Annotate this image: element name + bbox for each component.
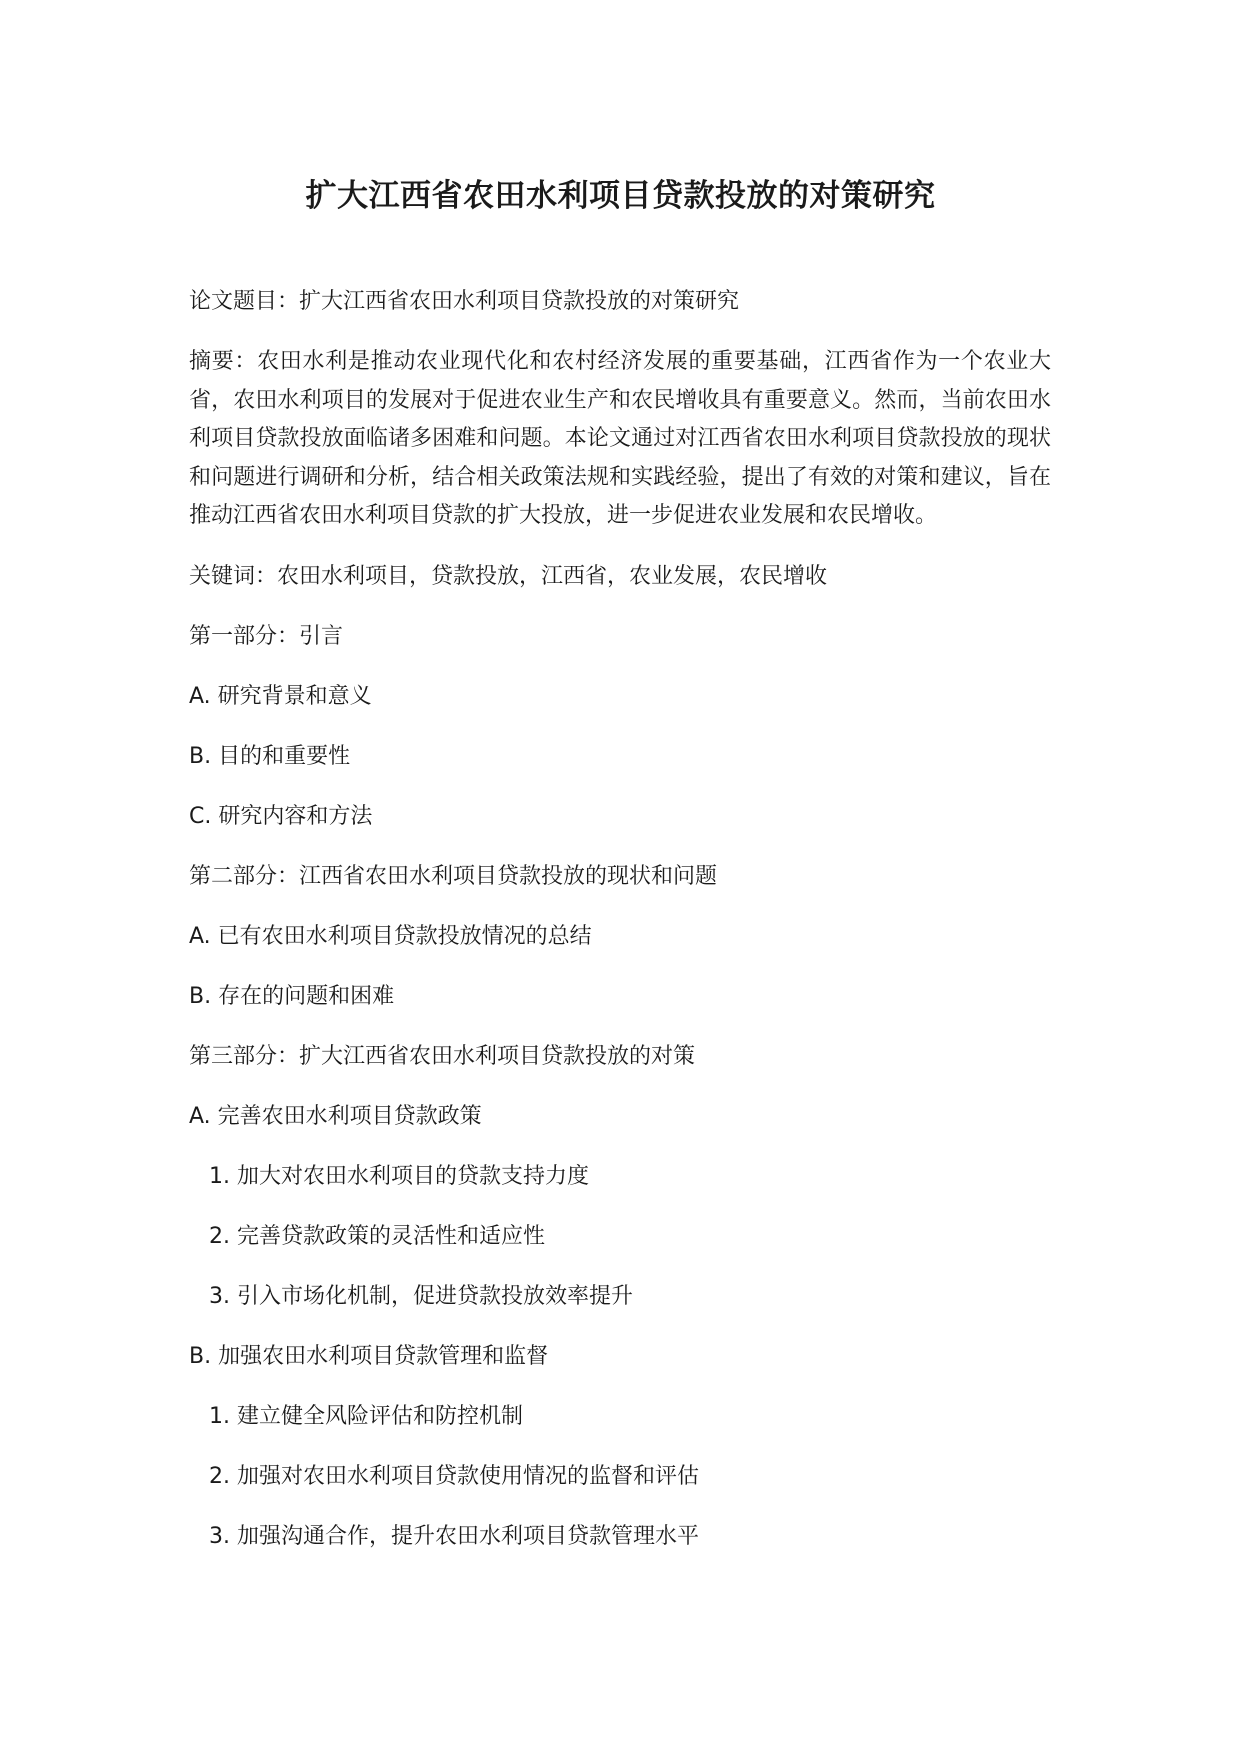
outline-item: A. 研究背景和意义	[189, 683, 372, 709]
section-heading-1: 第一部分：引言	[189, 623, 344, 649]
outline-item: A. 已有农田水利项目贷款投放情况的总结	[189, 923, 592, 949]
outline-subitem: 1. 建立健全风险评估和防控机制	[209, 1403, 523, 1429]
outline-subitem: 2. 完善贷款政策的灵活性和适应性	[209, 1223, 545, 1249]
abstract-paragraph: 摘要：农田水利是推动农业现代化和农村经济发展的重要基础，江西省作为一个农业大省，农田水利项目的发展对于促进农业生产和农民增收具有重要意义。然而，当前农田水利项目贷款投放面临诸多困难和问题。本论文通过对江西省农田水利项目贷款投放的现状和问题进行调研和分析，结合相关政策法规和实践经验，提出了有效的对策和建议，旨在推动江西省农田水利项目贷款的扩大投放，进一步促进农业发展和农民增收。	[189, 349, 1051, 528]
outline-subitem: 2. 加强对农田水利项目贷款使用情况的监督和评估	[209, 1463, 699, 1489]
section-heading-2: 第二部分：江西省农田水利项目贷款投放的现状和问题	[189, 863, 718, 889]
paper-title-line: 论文题目：扩大江西省农田水利项目贷款投放的对策研究	[189, 289, 740, 314]
outline-subitem: 1. 加大对农田水利项目的贷款支持力度	[209, 1163, 589, 1189]
outline-item: A. 完善农田水利项目贷款政策	[189, 1103, 482, 1129]
document-body	[189, 283, 1051, 1578]
outline-item: B. 存在的问题和困难	[189, 983, 395, 1009]
outline-subitem: 3. 加强沟通合作，提升农田水利项目贷款管理水平	[209, 1523, 699, 1549]
keywords-line: 关键词：农田水利项目，贷款投放，江西省，农业发展，农民增收	[189, 563, 828, 589]
outline-item: B. 加强农田水利项目贷款管理和监督	[189, 1343, 549, 1369]
document-title: 扩大江西省农田水利项目贷款投放的对策研究	[305, 178, 936, 214]
outline-item: C. 研究内容和方法	[189, 803, 373, 829]
section-heading-3: 第三部分：扩大江西省农田水利项目贷款投放的对策	[189, 1043, 696, 1069]
outline-item: B. 目的和重要性	[189, 743, 351, 769]
outline-subitem: 3. 引入市场化机制，促进贷款投放效率提升	[209, 1283, 633, 1309]
